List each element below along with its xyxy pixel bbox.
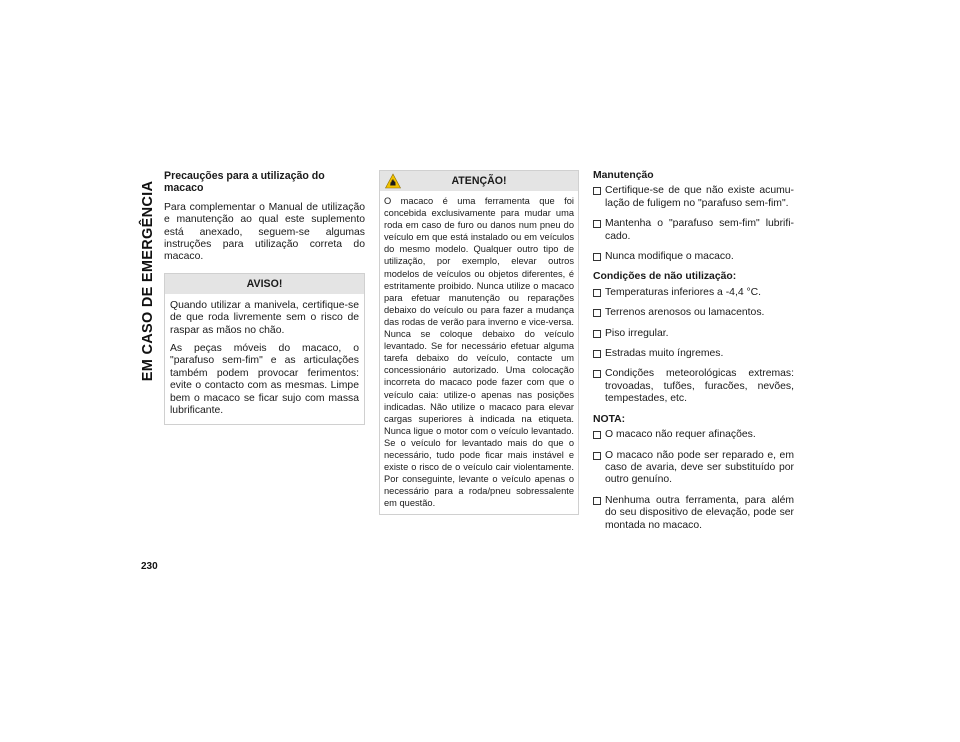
list-item	[593, 185, 794, 210]
warning-paragraph: As peças móveis do macaco, o "parafuso sem-fim" e as articulações também podem provocar ferimentos: evite o contacto com as mesmas. Limpe bem o macaco se ficar sujo com massa lubrificante.	[170, 343, 359, 417]
list-item	[593, 307, 794, 319]
checkbox-bullet-icon	[593, 350, 601, 358]
caution-body	[380, 191, 578, 514]
checkbox-bullet-icon	[593, 330, 601, 338]
column-middle	[379, 170, 579, 515]
list-item-text: Certifique-se de que não existe acumu-lação de fuligem no "parafuso sem-fim".	[605, 185, 794, 209]
list-item	[593, 328, 794, 340]
intro-paragraph: Para complementar o Manual de utilização e manutenção ao qual este suplemento está anexado, seguem-se algumas instruções para utilização correta do macaco.	[164, 201, 365, 263]
list-item-text: Condições meteorológicas extremas: trovoadas, tufões, furacões, nevões, tempestades, etc.	[605, 368, 794, 405]
checkbox-bullet-icon	[593, 289, 601, 297]
column-right	[593, 170, 794, 540]
caution-box	[379, 170, 579, 515]
hand-warning-icon	[385, 173, 401, 189]
warning-box	[164, 273, 365, 425]
checkbox-bullet-icon	[593, 309, 601, 317]
non-use-list	[593, 287, 794, 406]
jack-precautions-heading: Precauções para a utilização do macaco	[164, 170, 325, 195]
checkbox-bullet-icon	[593, 497, 601, 505]
list-item	[593, 368, 794, 405]
list-item-text: Nenhuma outra ferramenta, para além do seu dispositivo de elevação, pode ser montada no macaco.	[605, 494, 794, 531]
checkbox-bullet-icon	[593, 187, 601, 195]
page-number: 230	[141, 561, 158, 572]
warning-title: AVISO!	[246, 277, 283, 290]
checkbox-bullet-icon	[593, 431, 601, 439]
list-item-text: Nunca modifique o macaco.	[605, 251, 734, 263]
list-item	[593, 495, 794, 532]
list-item-text: Temperaturas inferiores a -4,4 °C.	[605, 286, 762, 298]
warning-paragraph: Quando utilizar a manivela, certifique-se de que roda livremente sem o risco de raspar as mãos no chão.	[170, 299, 359, 336]
warning-body	[165, 294, 364, 424]
list-item-text: O macaco não pode ser reparado e, em caso de avaria, deve ser substituído por outro genuíno.	[605, 449, 794, 486]
list-item-text: Piso irregular.	[605, 327, 669, 339]
list-item	[593, 450, 794, 487]
list-item	[593, 348, 794, 360]
checkbox-bullet-icon	[593, 220, 601, 228]
list-item-text: Estradas muito íngremes.	[605, 348, 724, 360]
list-item	[593, 287, 794, 299]
maintenance-title: Manutenção	[593, 170, 654, 181]
checkbox-bullet-icon	[593, 452, 601, 460]
side-title-text: EM CASO DE EMERGÊNCIA	[140, 180, 156, 382]
note-title: NOTA:	[593, 413, 626, 425]
caution-header	[380, 171, 578, 191]
non-use-title: Condições de não utilização:	[593, 271, 737, 283]
section-side-title	[137, 172, 159, 390]
list-item-text: O macaco não requer afinações.	[605, 429, 756, 441]
list-item-text: Terrenos arenosos ou lamacentos.	[605, 307, 765, 319]
checkbox-bullet-icon	[593, 253, 601, 261]
caution-paragraph: O macaco é uma ferramenta que foi concebida exclusivamente para mudar uma roda em caso de furo ou danos num pneu do veículo em que está instalado ou em veículos do mesmo modelo. Qualquer outro tipo de utilização, por exemplo, elevar outros modelos de veículos ou objetos diferentes, é estritamente proibido. Nunca utilize o macaco para efetuar manutenção ou reparações debaixo do veículo ou para fazer a mudança das rodas de verão para inverno e vice-versa. Nunca se coloque debaixo do veículo levantado. Se for necessário efetuar alguma tarefa debaixo do veículo, contacte um concessionário autorizado. Uma colocação incorreta do macaco pode fazer com que o veículo caia: utilize-o apenas nas posições indicadas. Não utilize o macaco para elevar cargas superiores à indicada na etiqueta. Nunca ligue o motor com o veículo levantado. Se o veículo for levantado mais do que o necessário, tudo pode ficar mais instável e existe o risco de o veículo cair violentamente. Por conseguinte, levante o veículo apenas o necessário para a roda/pneu sobressalente em questão.	[384, 196, 574, 509]
checkbox-bullet-icon	[593, 370, 601, 378]
note-list	[593, 429, 794, 532]
list-item	[593, 218, 794, 243]
list-item	[593, 251, 794, 263]
caution-title: ATENÇÃO!	[451, 174, 507, 187]
list-item-text: Mantenha o "parafuso sem-fim" lubrifi-cado.	[605, 218, 794, 242]
column-left	[164, 170, 365, 425]
maintenance-list	[593, 185, 794, 263]
list-item	[593, 429, 794, 441]
warning-header	[165, 274, 364, 294]
